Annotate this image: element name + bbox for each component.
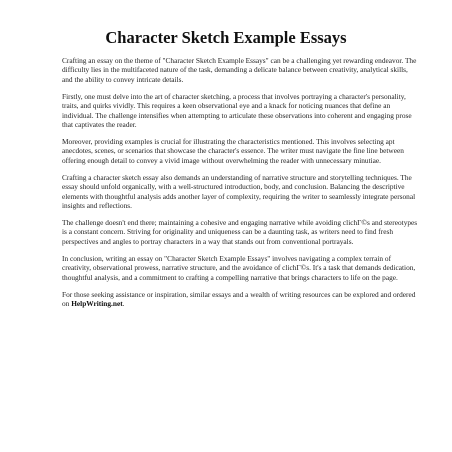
paragraph-intro: Crafting an essay on the theme of "Character Sketch Example Essays" can be a challenging yet rewarding endeavor. The difficulty lies in the multifaceted nature of the task, demanding a delicate balance between creativity, analytical skills, and the ability to convey intricate details. (62, 56, 417, 84)
document-title: Character Sketch Example Essays (105, 28, 347, 47)
paragraph-narrative-structure: Crafting a character sketch essay also demands an understanding of narrative structure and storytelling techniques. The essay should unfold organically, with a well-structured introduction, body, and conclusion. Balancing the descriptive elements with thoughtful analysis adds another layer of complexity, requiring the writer to seamlessly integrate personal insights and reflections. (62, 172, 416, 211)
helpwriting-link[interactable]: HelpWriting.net (71, 299, 123, 309)
paragraph-closing (62, 290, 420, 309)
paragraph-cliches: The challenge doesn't end there; maintaining a cohesive and engaging narrative while avoiding clichГ©s and stereotypes is a constant concern. Striving for originality and uniqueness can be a daunting task, as writers need to find fresh perspectives and angles to portray characters in a way that stands out from conventional portrayals. (62, 218, 418, 246)
document-body (62, 56, 420, 316)
closing-text: For those seeking assistance or inspiration, similar essays and a wealth of writing resources can be explored and ordered on (62, 289, 416, 309)
paragraph-conclusion: In conclusion, writing an essay on "Character Sketch Example Essays" involves navigating a complex terrain of creativity, observational prowess, narrative structure, and the avoidance of clichГ©s. It's a task that demands dedication, thoughtful analysis, and a commitment to crafting a compelling narrative that brings characters to life on the page. (62, 253, 416, 282)
paragraph-character-sketching: Firstly, one must delve into the art of character sketching, a process that involves portraying a character's personality, traits, and quirks vividly. This requires a keen observational eye and a knack for noticing nuances that define an individual. The challenge intensifies when attempting to articulate these observations into coherent and engaging prose that captivates the reader. (62, 91, 412, 130)
paragraph-examples: Moreover, providing examples is crucial for illustrating the characteristics mentioned. This involves selecting apt anecdotes, scenes, or scenarios that showcase the character's essence. The writer must navigate the fine line between offering enough detail to convey a vivid image without overwhelming the reader with unnecessary minutiae. (62, 137, 404, 165)
closing-period: . (122, 299, 125, 309)
